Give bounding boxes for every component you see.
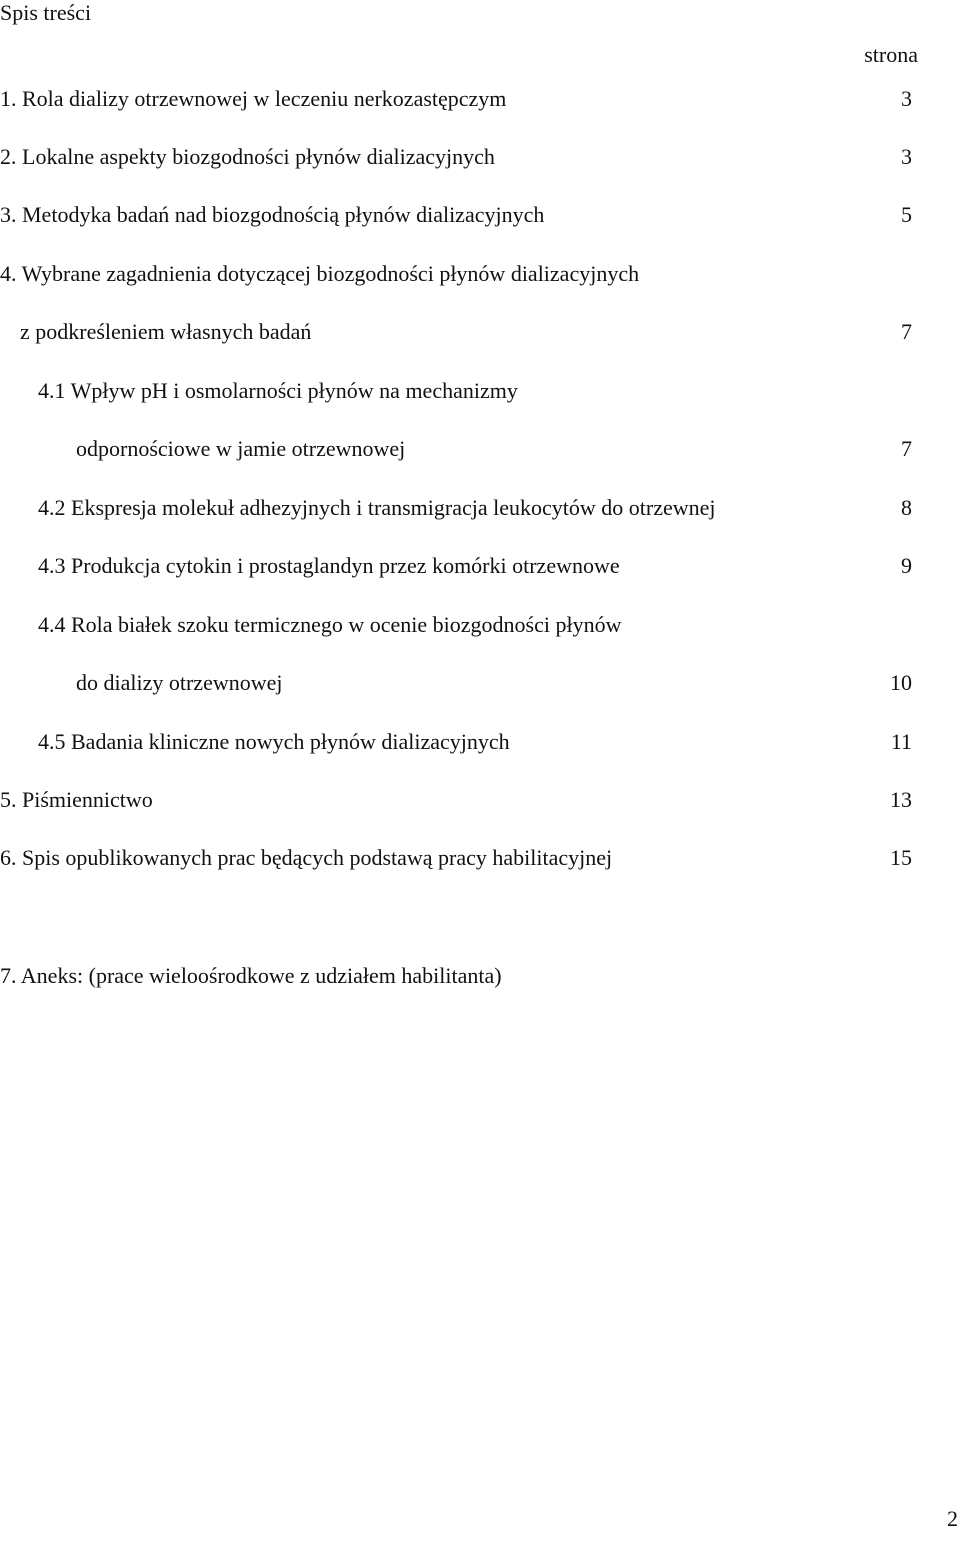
toc-entry-text: 4.3 Produkcja cytokin i prostaglandyn przez komórki otrzewnowe <box>38 553 620 578</box>
toc-entry-text: 5. Piśmiennictwo <box>0 787 153 812</box>
toc-entry-continuation <box>0 321 960 345</box>
toc-subentry <box>0 614 960 638</box>
toc-entry-text: 3. Metodyka badań nad biozgodnością płynów dializacyjnych <box>0 202 545 227</box>
toc-subentry-continuation <box>0 438 960 462</box>
toc-entry-page: 11 <box>890 729 912 754</box>
toc-subentry-continuation <box>0 672 960 696</box>
toc-entry <box>0 88 960 112</box>
toc-entry-text: 1. Rola dializy otrzewnowej w leczeniu nerkozastępczym <box>0 86 507 111</box>
toc-entry-text: z podkreśleniem własnych badań <box>20 319 312 344</box>
toc-entry-text: 4.4 Rola białek szoku termicznego w ocenie biozgodności płynów <box>38 612 622 637</box>
toc-entry-text: 4. Wybrane zagadnienia dotyczącej biozgodności płynów dializacyjnych <box>0 261 640 286</box>
toc-entry-text: 2. Lokalne aspekty biozgodności płynów dializacyjnych <box>0 144 495 169</box>
toc-entry-page: 7 <box>901 436 912 461</box>
toc-entry <box>0 847 960 871</box>
toc-entry-text: 4.1 Wpływ pH i osmolarności płynów na mechanizmy <box>38 378 518 403</box>
toc-entry-page: 10 <box>890 670 912 695</box>
toc-entry-page: 9 <box>901 553 912 578</box>
toc-entry <box>0 965 960 989</box>
toc-entry-text: 6. Spis opublikowanych prac będących podstawą pracy habilitacyjnej <box>0 845 613 870</box>
toc-entry-page: 8 <box>901 495 912 520</box>
toc-entry-page: 3 <box>901 86 912 111</box>
toc-entry-text: 7. Aneks: (prace wieloośrodkowe z udziałem habilitanta) <box>0 963 502 988</box>
toc-entry-page: 5 <box>901 202 912 227</box>
toc-entry-page: 15 <box>890 845 912 870</box>
toc-entry-text: do dializy otrzewnowej <box>76 670 283 695</box>
toc-entry <box>0 789 960 813</box>
toc-entry-page: 7 <box>901 319 912 344</box>
toc-entry <box>0 263 960 287</box>
toc-subentry <box>0 555 960 579</box>
toc-entry <box>0 204 960 228</box>
toc-entry-text: 4.5 Badania kliniczne nowych płynów dializacyjnych <box>38 729 510 754</box>
page-number: 2 <box>947 1506 958 1531</box>
toc-subentry <box>0 380 960 404</box>
toc-entry-text: odpornościowe w jamie otrzewnowej <box>76 436 406 461</box>
toc-entry-page: 3 <box>901 144 912 169</box>
toc-title: Spis treści <box>0 0 92 25</box>
toc-subentry <box>0 497 960 521</box>
toc-entry-text: 4.2 Ekspresja molekuł adhezyjnych i transmigracja leukocytów do otrzewnej <box>38 495 716 520</box>
toc-entry <box>0 146 960 170</box>
toc-entry-page: 13 <box>890 787 912 812</box>
page-column-header: strona <box>864 42 918 67</box>
toc-subentry <box>0 731 960 755</box>
